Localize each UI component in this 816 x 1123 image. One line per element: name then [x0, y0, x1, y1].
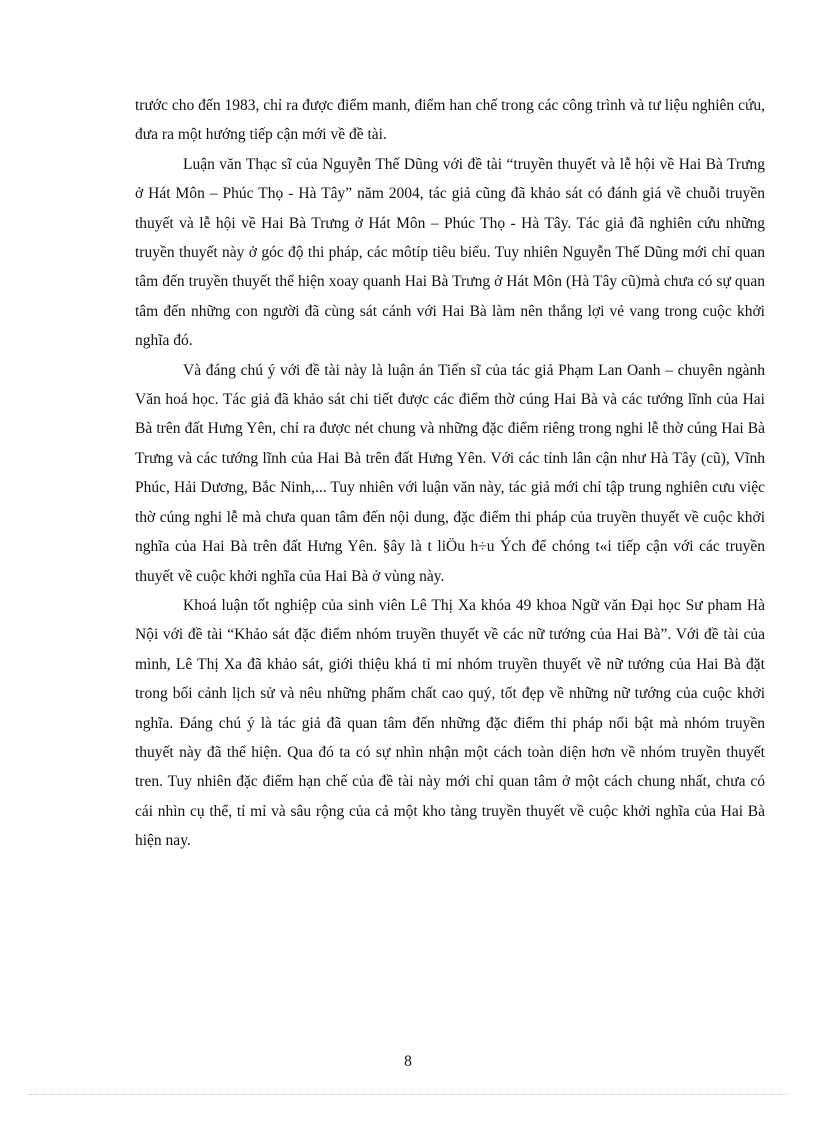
paragraph-pham-lan-oanh: Và đáng chú ý với đề tài này là luận án Tiến sĩ của tác giả Phạm Lan Oanh – chuyên ngành Văn hoá học. Tác giả đã khảo sát chi tiết được các điểm thờ cúng Hai Bà và các tướng lĩnh của Hai Bà trên đất Hưng Yên, chỉ ra được nét chung và những đặc điểm riêng trong nghi lễ thờ cúng Hai Bà Trưng và các tướng lĩnh của Hai Bà trên đất Hưng Yên. Với các tỉnh lân cận như Hà Tây (cũ), Vĩnh Phúc, Hải Dương, Bắc Ninh,... Tuy nhiên với luận văn này, tác giả mới chỉ tập trung nghiên cưu việc thờ cúng nghi lễ mà chưa quan tâm đến nội dung, đặc điểm thi pháp của truyền thuyết về cuộc khởi nghĩa của Hai Bà trên đất Hưng Yên. §ây là t liÖu h÷u Ých để chóng t«i tiếp cận với các truyền thuyết về cuộc khởi nghĩa của Hai Bà ở vùng này. — [135, 361, 765, 585]
paragraph-continuation: trước cho đến 1983, chỉ ra được điểm manh, điểm han chế trong các công trình và tư liệu nghiên cứu, đưa ra một hướng tiếp cận mới về đề tài. — [135, 97, 765, 144]
paragraph-nguyen-the-dung: Luận văn Thạc sĩ của Nguyễn Thế Dũng với đề tài “truyền thuyết và lễ hội về Hai Bà Trưng ở Hát Môn – Phúc Thọ - Hà Tây” năm 2004, tác giả cũng đã khảo sát có đánh giá về chuỗi truyền thuyết và lễ hội về Hai Bà Trưng ở Hát Môn – Phúc Thọ - Hà Tây. Tác giả đã nghiên cứu những truyền thuyết này ở góc độ thi pháp, các môtíp tiêu biểu. Tuy nhiên Nguyễn Thế Dũng mới chỉ quan tâm đến truyền thuyết thể hiện xoay quanh Hai Bà Trưng ở Hát Môn (Hà Tây cũ)mà chưa có sự quan tâm đến những con người đã cùng sát cánh với Hai Bà làm nên thắng lợi vẻ vang trong cuộc khởi nghĩa đó. — [135, 155, 765, 350]
body-text — [135, 91, 765, 856]
page-bottom-divider — [28, 1094, 788, 1095]
page-number: 8 — [404, 1053, 412, 1070]
paragraph-le-thi-xa: Khoá luận tốt nghiệp của sinh viên Lê Thị Xa khóa 49 khoa Ngữ văn Đại học Sư pham Hà Nội với đề tài “Khảo sát đặc điểm nhóm truyền thuyết về các nữ tướng của Hai Bà”. Với đề tài của mình, Lê Thị Xa đã khảo sát, giới thiệu khá tỉ mỉ nhóm truyền thuyết về nữ tướng của Hai Bà đặt trong bối cảnh lịch sử và nêu những phẩm chất cao quý, tốt đẹp về những nữ tướng của cuộc khởi nghĩa. Đáng chú ý là tác giả đã quan tâm đến những đặc điểm thi pháp nổi bật mà nhóm truyền thuyết này đã thể hiện. Qua đó ta có sự nhìn nhận một cách toàn diện hơn về nhóm truyền thuyết tren. Tuy nhiên đặc điểm hạn chế của đề tài này mới chỉ quan tâm ở một cách chung nhất, chưa có cái nhìn cụ thể, tỉ mỉ và sâu rộng của cả một kho tàng truyền thuyết về cuộc khởi nghĩa của Hai Bà hiện nay. — [135, 596, 765, 850]
